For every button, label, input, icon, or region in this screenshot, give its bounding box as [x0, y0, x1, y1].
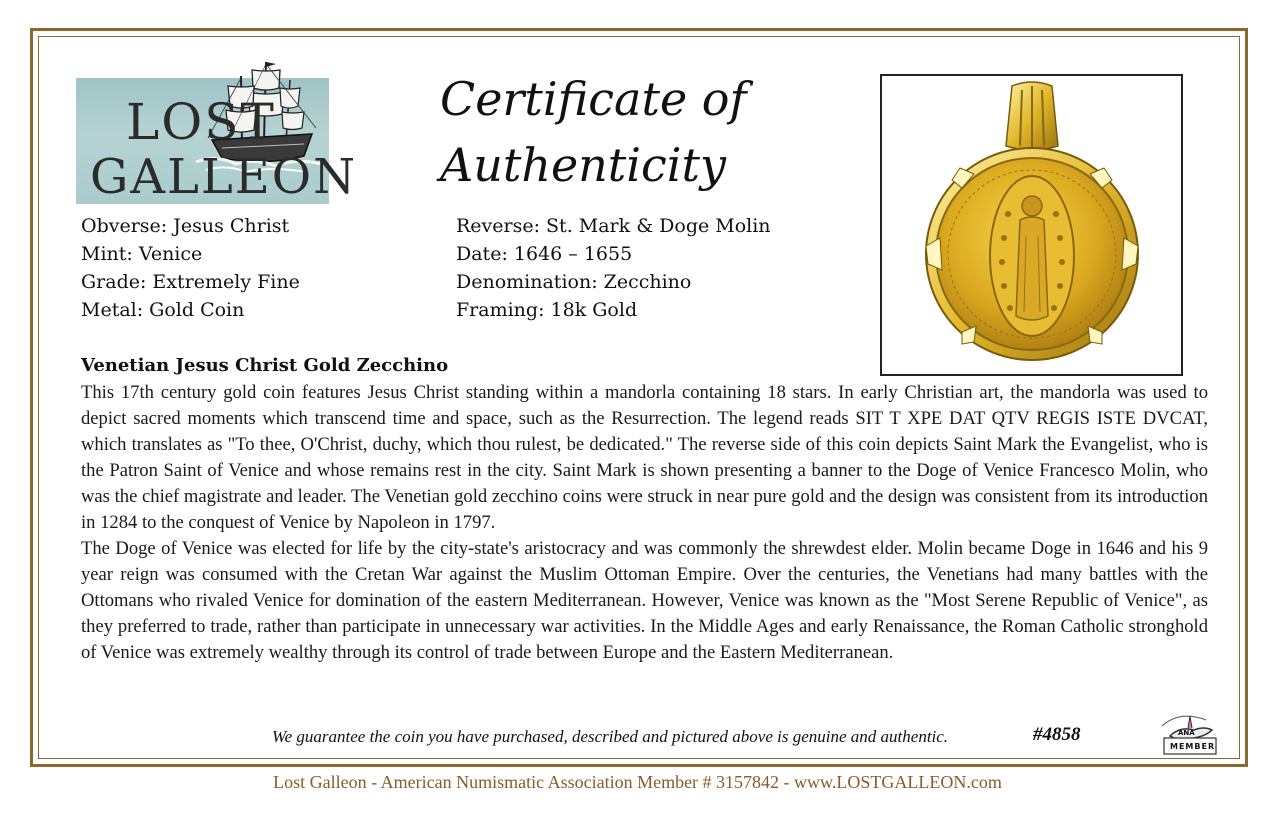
description-body [81, 380, 1208, 666]
footer-membership-line: Lost Galleon - American Numismatic Association Member # 3157842 - www.LOSTGALLEON.com [273, 772, 1002, 792]
title-line-2: Authenticity [440, 138, 726, 192]
gold-coin-pendant-image [882, 76, 1181, 374]
description-paragraph-1: This 17th century gold coin features Jesus Christ standing within a mandorla containing 18 stars. In early Christian art, the mandorla was used to depict sacred moments which transcend time and space, such as the Resurrection. The legend reads SIT T XPE DAT QTV REGIS ISTE DVCAT, which translates as "To thee, O'Christ, duchy, which thou rulest, be dedicated." The reverse side of this coin depicts Saint Mark the Evangelist, who is the Patron Saint of Venice and whose remains rest in the city. Saint Mark is shown presenting a banner to the Doge of Venice Francesco Molin, who was the chief magistrate and leader. The Venetian gold zecchino coins were struck in near pure gold and the design was consistent from its introduction in 1284 to the conquest of Venice by Napoleon in 1797. [81, 382, 1208, 533]
certificate-title [440, 66, 770, 198]
description-paragraph-2: The Doge of Venice was elected for life by the city-state's aristocracy and was commonly the shrewdest elder. Molin became Doge in 1646 and his 9 year reign was consumed with the Cretan War against the Muslim Ottoman Empire. Over the centuries, the Venetians had many battles with the Ottomans who rivaled Venice for domination of the eastern Mediterranean. However, Venice was known as the "Most Serene Republic of Venice", as they preferred to trade, rather than participate in unnecessary war activities. In the Middle Ages and early Renaissance, the Roman Catholic stronghold of Venice was extremely wealthy through its control of trade between Europe and the Eastern Mediterranean. [81, 538, 1208, 663]
coin-photo [880, 74, 1183, 376]
ana-member-badge [1150, 706, 1222, 756]
attr-obverse: Obverse: Jesus Christ [81, 215, 290, 237]
description-heading: Venetian Jesus Christ Gold Zecchino [81, 355, 449, 376]
logo-word-lost: LOST [126, 93, 276, 151]
attr-grade: Grade: Extremely Fine [81, 271, 300, 293]
lost-galleon-logo [76, 58, 358, 205]
attr-mint: Mint: Venice [81, 243, 203, 265]
attributes-left-column [81, 212, 300, 324]
logo-word-galleon: GALLEON [90, 149, 358, 205]
attributes-right-column [456, 212, 771, 324]
attr-reverse: Reverse: St. Mark & Doge Molin [456, 215, 771, 237]
attr-denomination: Denomination: Zecchino [456, 271, 692, 293]
attr-date: Date: 1646 – 1655 [456, 243, 633, 265]
guarantee-statement: We guarantee the coin you have purchased, described and pictured above is genuine and authentic. [272, 727, 949, 746]
certificate-number: #4858 [1033, 724, 1081, 745]
ana-badge-label: ANA [1178, 729, 1195, 737]
title-line-1: Certificate of [440, 72, 747, 126]
ana-badge-sublabel: MEMBER [1170, 742, 1216, 751]
attr-framing: Framing: 18k Gold [456, 299, 638, 321]
attr-metal: Metal: Gold Coin [81, 299, 245, 321]
